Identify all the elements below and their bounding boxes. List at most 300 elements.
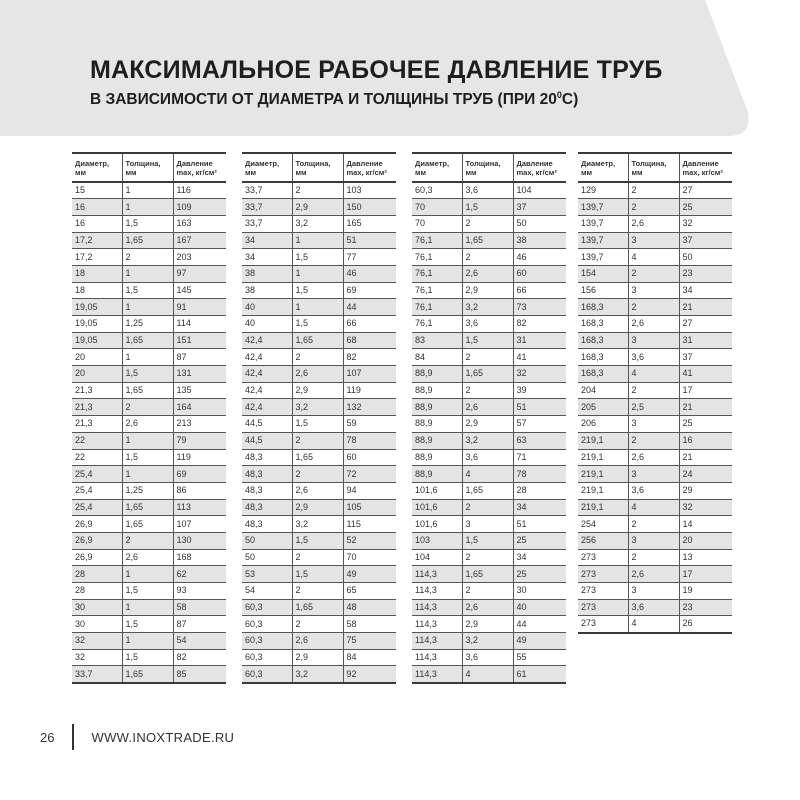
table-row [578,432,732,449]
header-row [242,153,396,182]
pressure-cell: 116 [173,182,226,199]
pressure-cell: 25 [679,416,732,433]
table-row [412,599,566,616]
pressure-cell: 27 [679,316,732,333]
thickness-cell: 3 [628,416,679,433]
diameter-cell: 88,9 [412,399,462,416]
pressure-cell: 27 [679,182,732,199]
pressure-cell: 57 [513,416,566,433]
thickness-cell: 1,65 [292,599,343,616]
diameter-cell: 114,3 [412,599,462,616]
thickness-cell: 2,9 [292,199,343,216]
thickness-cell: 1 [122,182,173,199]
pressure-cell: 51 [513,399,566,416]
diameter-cell: 273 [578,566,628,583]
column-header-thickness: Толщина, мм [462,153,513,182]
thickness-cell: 2 [292,549,343,566]
pressure-cell: 32 [679,215,732,232]
thickness-cell: 1,25 [122,482,173,499]
diameter-cell: 76,1 [412,232,462,249]
header-banner [0,0,800,140]
pressure-cell: 93 [173,583,226,600]
diameter-cell: 60,3 [242,633,292,650]
pressure-cell: 91 [173,299,226,316]
table-row [242,182,396,199]
page-subtitle [90,85,663,110]
diameter-cell: 53 [242,566,292,583]
pressure-cell: 135 [173,382,226,399]
table-row [578,549,732,566]
title-block [90,56,663,110]
thickness-cell: 2 [628,549,679,566]
table-row [72,349,226,366]
diameter-cell: 256 [578,532,628,549]
pressure-table-2 [242,152,396,684]
diameter-cell: 34 [242,249,292,266]
thickness-cell: 3,6 [462,182,513,199]
pressure-cell: 69 [343,282,396,299]
diameter-cell: 114,3 [412,566,462,583]
thickness-cell: 2 [628,299,679,316]
thickness-cell: 2,6 [462,399,513,416]
diameter-cell: 21,3 [72,399,122,416]
table-row [72,649,226,666]
pressure-cell: 48 [343,599,396,616]
diameter-cell: 17,2 [72,232,122,249]
thickness-cell: 3 [628,332,679,349]
diameter-cell: 28 [72,583,122,600]
table-row [242,265,396,282]
pressure-cell: 34 [513,499,566,516]
diameter-cell: 32 [72,649,122,666]
pressure-cell: 49 [513,633,566,650]
table-row [412,232,566,249]
pressure-cell: 60 [513,265,566,282]
pressure-cell: 73 [513,299,566,316]
thickness-cell: 2,6 [462,599,513,616]
diameter-cell: 273 [578,583,628,600]
table-row [412,215,566,232]
header-row [578,153,732,182]
diameter-cell: 76,1 [412,265,462,282]
thickness-cell: 2 [462,215,513,232]
diameter-cell: 18 [72,282,122,299]
thickness-cell: 1,25 [122,316,173,333]
diameter-cell: 48,3 [242,449,292,466]
thickness-cell: 1,65 [122,516,173,533]
diameter-cell: 88,9 [412,382,462,399]
table-row [412,649,566,666]
thickness-cell: 1 [122,466,173,483]
thickness-cell: 2 [628,265,679,282]
table-row [412,566,566,583]
diameter-cell: 168,3 [578,299,628,316]
diameter-cell: 273 [578,616,628,633]
pressure-cell: 37 [679,232,732,249]
diameter-cell: 48,3 [242,499,292,516]
diameter-cell: 76,1 [412,316,462,333]
table-row [242,549,396,566]
table-row [72,532,226,549]
thickness-cell: 1,5 [292,249,343,266]
pressure-cell: 164 [173,399,226,416]
table-row [242,499,396,516]
diameter-cell: 219,1 [578,432,628,449]
thickness-cell: 2 [292,616,343,633]
pressure-cell: 51 [513,516,566,533]
pressure-cell: 119 [343,382,396,399]
diameter-cell: 33,7 [242,199,292,216]
diameter-cell: 114,3 [412,649,462,666]
thickness-cell: 4 [628,499,679,516]
thickness-cell: 1 [122,299,173,316]
pressure-cell: 150 [343,199,396,216]
pressure-cell: 68 [343,332,396,349]
thickness-cell: 1,65 [462,232,513,249]
diameter-cell: 18 [72,265,122,282]
page-footer [40,724,234,750]
pressure-cell: 79 [173,432,226,449]
pressure-cell: 114 [173,316,226,333]
table-row [242,633,396,650]
diameter-cell: 83 [412,332,462,349]
diameter-cell: 33,7 [242,215,292,232]
thickness-cell: 3,2 [292,215,343,232]
diameter-cell: 42,4 [242,399,292,416]
thickness-cell: 2 [292,432,343,449]
diameter-cell: 38 [242,265,292,282]
table-row [412,382,566,399]
pressure-cell: 203 [173,249,226,266]
table-row [72,399,226,416]
pressure-cell: 20 [679,532,732,549]
thickness-cell: 2,6 [462,265,513,282]
table-row [242,215,396,232]
table-row [72,316,226,333]
column-header-thickness: Толщина, мм [628,153,679,182]
diameter-cell: 129 [578,182,628,199]
diameter-cell: 139,7 [578,232,628,249]
table-row [242,449,396,466]
pressure-cell: 163 [173,215,226,232]
thickness-cell: 2,6 [292,482,343,499]
thickness-cell: 1,5 [462,532,513,549]
thickness-cell: 2,9 [462,416,513,433]
diameter-cell: 34 [242,232,292,249]
pressure-cell: 61 [513,666,566,683]
thickness-cell: 2 [628,432,679,449]
thickness-cell: 1,65 [122,382,173,399]
table-row [412,432,566,449]
thickness-cell: 2,9 [462,282,513,299]
table-row [578,449,732,466]
pressure-table-1 [72,152,226,684]
pressure-cell: 82 [173,649,226,666]
table-row [578,349,732,366]
diameter-cell: 76,1 [412,282,462,299]
table-row [72,366,226,383]
thickness-cell: 1,5 [122,616,173,633]
thickness-cell: 2,9 [462,616,513,633]
pressure-cell: 145 [173,282,226,299]
diameter-cell: 104 [412,549,462,566]
thickness-cell: 3,6 [462,316,513,333]
pressure-cell: 24 [679,466,732,483]
pressure-cell: 32 [513,366,566,383]
diameter-cell: 50 [242,549,292,566]
page-number: 26 [40,729,55,745]
diameter-cell: 273 [578,599,628,616]
thickness-cell: 1,65 [122,666,173,683]
pressure-cell: 17 [679,382,732,399]
pressure-cell: 109 [173,199,226,216]
diameter-cell: 70 [412,215,462,232]
table-row [412,349,566,366]
pressure-cell: 29 [679,482,732,499]
thickness-cell: 1,5 [122,583,173,600]
pressure-cell: 44 [513,616,566,633]
table-row [72,265,226,282]
diameter-cell: 114,3 [412,633,462,650]
diameter-cell: 139,7 [578,199,628,216]
table-row [578,282,732,299]
pressure-cell: 66 [343,316,396,333]
pressure-cell: 41 [679,366,732,383]
thickness-cell: 4 [462,666,513,683]
thickness-cell: 1,5 [292,316,343,333]
diameter-cell: 20 [72,349,122,366]
table-row [72,566,226,583]
table-row [242,382,396,399]
diameter-cell: 15 [72,182,122,199]
thickness-cell: 2,9 [292,499,343,516]
thickness-cell: 2 [462,249,513,266]
table-row [578,382,732,399]
table-row [412,199,566,216]
column-header-diameter: Диаметр, мм [72,153,122,182]
pressure-cell: 37 [513,199,566,216]
degree-superscript: 0 [556,90,562,100]
diameter-cell: 16 [72,199,122,216]
pressure-cell: 50 [679,249,732,266]
pressure-cell: 165 [343,215,396,232]
pressure-cell: 40 [513,599,566,616]
table-row [578,416,732,433]
thickness-cell: 2,6 [122,416,173,433]
pressure-cell: 65 [343,583,396,600]
table-row [72,633,226,650]
diameter-cell: 19,05 [72,299,122,316]
diameter-cell: 60,3 [412,182,462,199]
table-row [412,499,566,516]
column-header-diameter: Диаметр, мм [578,153,628,182]
pressure-cell: 119 [173,449,226,466]
table-row [72,516,226,533]
thickness-cell: 3 [628,532,679,549]
thickness-cell: 2,9 [292,382,343,399]
thickness-cell: 2 [122,399,173,416]
diameter-cell: 60,3 [242,649,292,666]
diameter-cell: 42,4 [242,349,292,366]
table-row [578,399,732,416]
diameter-cell: 48,3 [242,482,292,499]
thickness-cell: 2 [628,516,679,533]
thickness-cell: 2,6 [628,316,679,333]
thickness-cell: 1,5 [122,282,173,299]
diameter-cell: 88,9 [412,366,462,383]
table-row [72,499,226,516]
page-title: МАКСИМАЛЬНОЕ РАБОЧЕЕ ДАВЛЕНИЕ ТРУБ [90,56,663,84]
pressure-cell: 13 [679,549,732,566]
pressure-cell: 82 [513,316,566,333]
thickness-cell: 2 [292,182,343,199]
pressure-cell: 84 [343,649,396,666]
pressure-cell: 44 [343,299,396,316]
pressure-cell: 51 [343,232,396,249]
pressure-cell: 34 [679,282,732,299]
pressure-cell: 77 [343,249,396,266]
table-row [72,666,226,683]
table-row [412,282,566,299]
table-row [412,532,566,549]
pressure-cell: 213 [173,416,226,433]
pressure-cell: 28 [513,482,566,499]
thickness-cell: 2 [292,466,343,483]
thickness-cell: 1 [292,232,343,249]
diameter-cell: 25,4 [72,499,122,516]
diameter-cell: 168,3 [578,332,628,349]
thickness-cell: 3,6 [628,349,679,366]
diameter-cell: 101,6 [412,499,462,516]
pressure-cell: 59 [343,416,396,433]
pressure-cell: 32 [679,499,732,516]
diameter-cell: 139,7 [578,215,628,232]
pressure-cell: 26 [679,616,732,633]
thickness-cell: 2,9 [292,649,343,666]
table-row [412,366,566,383]
table-row [242,366,396,383]
table-row [242,399,396,416]
diameter-cell: 20 [72,366,122,383]
thickness-cell: 2 [462,549,513,566]
thickness-cell: 2 [462,499,513,516]
thickness-cell: 3 [462,516,513,533]
column-header-thickness: Толщина, мм [292,153,343,182]
pressure-cell: 87 [173,616,226,633]
pressure-cell: 107 [343,366,396,383]
table-row [72,215,226,232]
pressure-cell: 104 [513,182,566,199]
thickness-cell: 1,65 [462,366,513,383]
table-row [412,416,566,433]
diameter-cell: 19,05 [72,332,122,349]
table-row [242,432,396,449]
diameter-cell: 254 [578,516,628,533]
thickness-cell: 4 [628,249,679,266]
pressure-cell: 167 [173,232,226,249]
table-row [72,482,226,499]
pressure-cell: 16 [679,432,732,449]
table-row [72,432,226,449]
thickness-cell: 3 [628,232,679,249]
table-row [72,416,226,433]
table-row [242,599,396,616]
column-header-thickness: Толщина, мм [122,153,173,182]
diameter-cell: 88,9 [412,432,462,449]
table-row [242,532,396,549]
diameter-cell: 139,7 [578,249,628,266]
table-row [242,566,396,583]
pressure-table-3 [412,152,566,684]
thickness-cell: 1 [122,599,173,616]
pressure-cell: 107 [173,516,226,533]
diameter-cell: 76,1 [412,299,462,316]
diameter-cell: 101,6 [412,482,462,499]
table-row [242,649,396,666]
table-row [412,249,566,266]
pressure-cell: 78 [513,466,566,483]
thickness-cell: 3 [628,466,679,483]
table-row [412,616,566,633]
pressure-cell: 97 [173,265,226,282]
diameter-cell: 33,7 [242,182,292,199]
thickness-cell: 2,6 [628,566,679,583]
pressure-cell: 25 [679,199,732,216]
diameter-cell: 28 [72,566,122,583]
pressure-cell: 168 [173,549,226,566]
table-row [412,265,566,282]
table-row [242,316,396,333]
diameter-cell: 154 [578,265,628,282]
diameter-cell: 88,9 [412,466,462,483]
diameter-cell: 60,3 [242,616,292,633]
website-link[interactable]: WWW.INOXTRADE.RU [91,729,235,745]
diameter-cell: 48,3 [242,516,292,533]
thickness-cell: 1,5 [292,532,343,549]
pressure-cell: 21 [679,399,732,416]
table-row [578,616,732,633]
table-row [578,499,732,516]
thickness-cell: 1,65 [462,566,513,583]
thickness-cell: 1,5 [122,449,173,466]
thickness-cell: 2 [628,199,679,216]
thickness-cell: 3,2 [292,399,343,416]
diameter-cell: 42,4 [242,366,292,383]
pressure-cell: 46 [343,265,396,282]
thickness-cell: 1,65 [462,482,513,499]
pressure-cell: 37 [679,349,732,366]
table-row [578,199,732,216]
table-row [412,466,566,483]
table-row [578,583,732,600]
pressure-cell: 23 [679,599,732,616]
table-row [242,299,396,316]
pressure-cell: 69 [173,466,226,483]
pressure-cell: 113 [173,499,226,516]
thickness-cell: 3 [628,282,679,299]
thickness-cell: 3,2 [292,666,343,683]
pressure-cell: 75 [343,633,396,650]
column-header-pressure: Давление max, кг/см² [679,153,732,182]
thickness-cell: 1,5 [292,416,343,433]
column-header-diameter: Диаметр, мм [412,153,462,182]
table-row [72,182,226,199]
diameter-cell: 204 [578,382,628,399]
thickness-cell: 4 [462,466,513,483]
table-row [242,666,396,683]
pressure-cell: 82 [343,349,396,366]
diameter-cell: 19,05 [72,316,122,333]
